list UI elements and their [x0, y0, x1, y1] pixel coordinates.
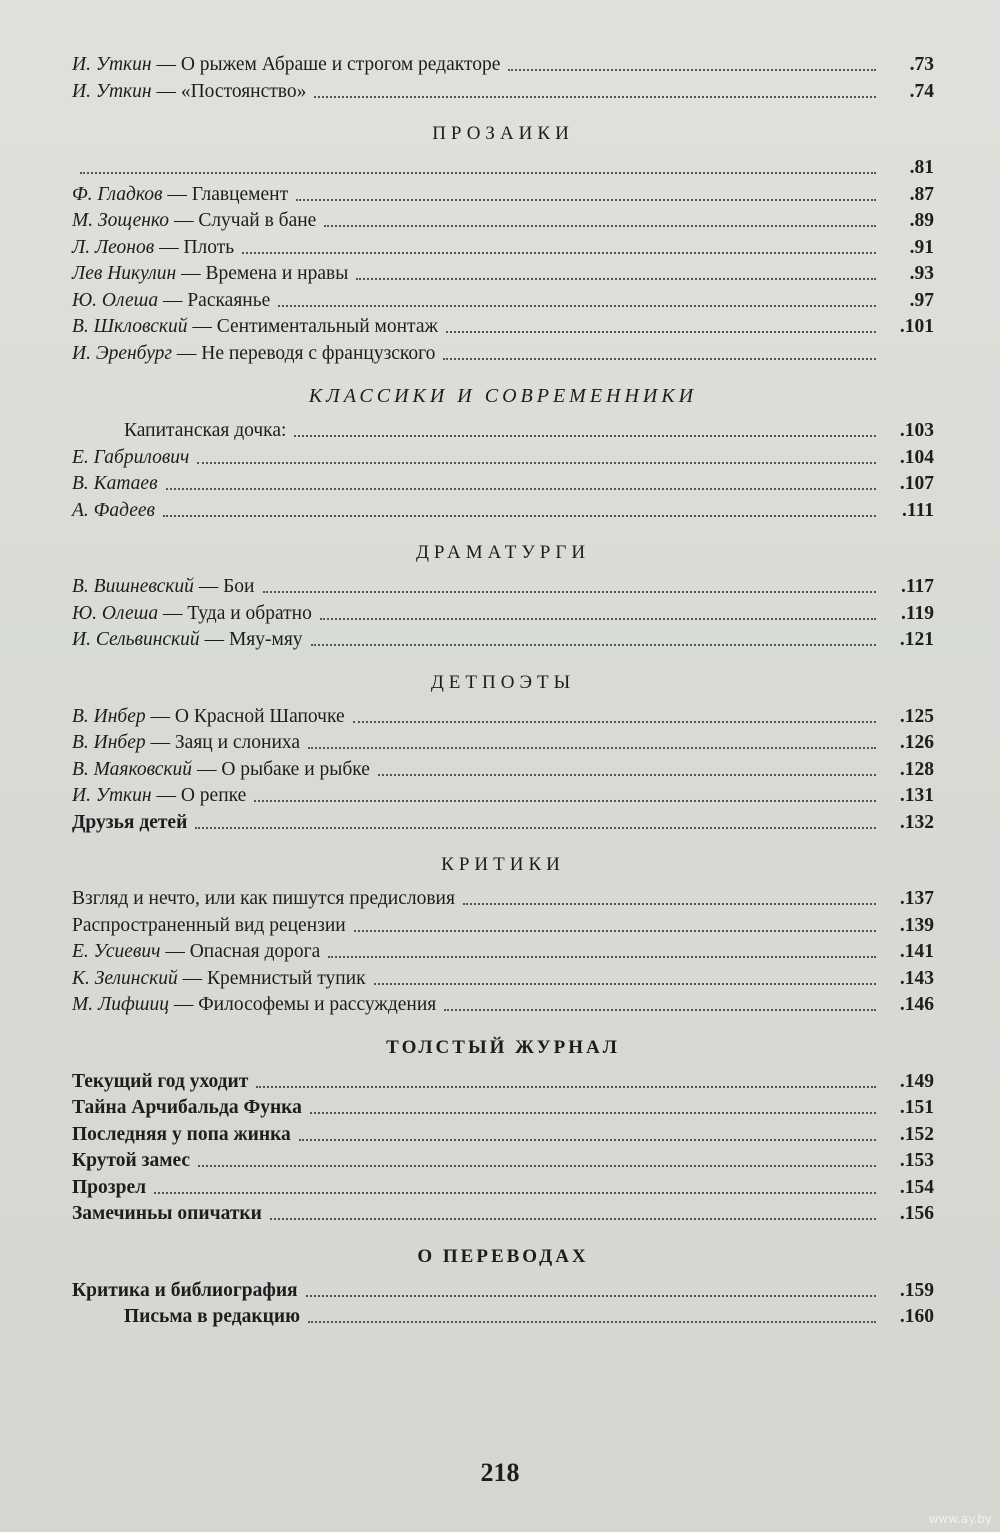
entry-dash: — [176, 263, 206, 284]
entry-page-number: .153 [899, 1150, 934, 1171]
entry-page-number: .125 [899, 705, 934, 727]
entry-dash: — [158, 602, 188, 624]
entry-label [72, 445, 189, 472]
dot-leader [80, 162, 876, 174]
entry-title: Крутой замес [72, 1150, 191, 1171]
entry-dash: — [192, 758, 222, 780]
entry-author: И. Уткин [72, 54, 152, 75]
entry-page-number: .73 [909, 54, 934, 75]
entry-label [72, 1175, 146, 1202]
dot-leader [356, 268, 876, 280]
entry-dash: — [169, 994, 199, 1015]
entry-label [124, 1304, 300, 1331]
entry-label [72, 1278, 298, 1305]
dot-leader [314, 86, 876, 98]
entry-page-number: .117 [900, 576, 934, 597]
entry-title: Текущий год уходит [72, 1070, 249, 1092]
entry-dash: — [145, 705, 175, 727]
entry-title: О рыбаке и рыбке [221, 758, 370, 780]
entry-page-number: .107 [899, 473, 934, 494]
toc-entry [72, 704, 934, 731]
entry-page-number: .160 [899, 1306, 934, 1327]
dot-leader [308, 737, 876, 749]
section-heading: ПРОЗАИКИ [432, 123, 574, 144]
dot-leader [463, 893, 876, 905]
entry-title: Бои [223, 576, 255, 597]
entry-title: Взгляд и нечто, или как пишутся предисловия [72, 888, 455, 909]
entry-page-number: .159 [899, 1279, 934, 1301]
toc-entry [72, 1095, 934, 1122]
entry-title: Философемы и рассуждения [198, 994, 437, 1015]
entry-title: Не переводя с французского [201, 342, 436, 364]
entry-label [72, 1148, 190, 1175]
entry-dash: — [154, 236, 184, 258]
dot-leader [374, 973, 876, 985]
section-heading: ДРАМАТУРГИ [415, 542, 591, 563]
section-heading: КЛАССИКИ И СОВРЕМЕННИКИ [308, 385, 698, 407]
toc-entry [72, 235, 934, 262]
entry-dash: — [145, 732, 175, 753]
toc-entry [72, 52, 934, 79]
entry-title: Заяц и слониха [174, 732, 301, 753]
entry-title: Капитанская дочка: [124, 420, 287, 441]
entry-author: И. Эренбург [72, 342, 172, 364]
dot-leader [163, 505, 876, 517]
entry-label [72, 627, 303, 654]
toc-entry [72, 810, 934, 837]
watermark: www.ay.by [928, 1512, 992, 1526]
entry-label [72, 288, 270, 315]
entry-label [72, 757, 370, 784]
entry-label [72, 1122, 291, 1149]
entry-page-number: .119 [900, 602, 934, 624]
dot-leader [166, 478, 876, 490]
entry-page-number: .151 [899, 1097, 934, 1118]
toc-entry [72, 783, 934, 810]
entry-label [72, 498, 155, 525]
dot-leader [296, 189, 876, 201]
entry-label [72, 471, 158, 498]
entry-dash: — [158, 289, 188, 311]
entry-page-number: .111 [902, 499, 934, 521]
toc-entry [72, 182, 934, 209]
dot-leader [197, 452, 876, 464]
dot-leader [299, 1129, 876, 1141]
entry-label [72, 79, 306, 106]
entry-page-number: .81 [909, 157, 934, 178]
entry-dash: — [151, 54, 181, 75]
entry-title: Опасная дорога [189, 941, 321, 962]
entry-author: К. Зелинский [72, 967, 178, 989]
entry-page-number: .74 [909, 80, 934, 102]
toc-entry [72, 730, 934, 757]
toc-entry [72, 288, 934, 315]
toc-entry [72, 208, 934, 235]
entry-page-number: .97 [909, 289, 934, 311]
entry-page-number: .128 [899, 758, 934, 780]
entry-title: Друзья детей [72, 811, 188, 833]
entry-page-number: .103 [899, 420, 934, 441]
entry-page-number: .141 [899, 941, 934, 962]
entry-title: Замечиньы опичатки [72, 1203, 262, 1224]
dot-leader [154, 1182, 876, 1194]
entry-title: Кремнистый тупик [206, 967, 366, 989]
dot-leader [270, 1208, 876, 1220]
entry-dash: — [160, 941, 190, 962]
entry-dash: — [177, 967, 207, 989]
entry-label [72, 783, 246, 810]
entry-label [72, 52, 500, 79]
entry-label [124, 418, 286, 445]
entry-page-number: .93 [909, 263, 934, 284]
entry-title: Последняя у попа жинка [72, 1123, 291, 1145]
entry-title: «Постоянство» [180, 80, 307, 102]
toc-entry [72, 1278, 934, 1305]
toc-entry [72, 601, 934, 628]
entry-label [72, 208, 316, 235]
entry-dash: — [162, 183, 192, 205]
entry-title: Туда и обратно [187, 602, 312, 624]
dot-leader [242, 242, 876, 254]
entry-label [72, 913, 346, 940]
entry-title: Прозрел [72, 1176, 147, 1198]
page-number: 218 [480, 1458, 520, 1487]
entry-label [72, 992, 436, 1019]
entry-author: В. Вишневский [72, 576, 194, 597]
entry-title: Раскаянье [187, 289, 271, 311]
dot-leader [278, 295, 876, 307]
entry-page-number: .104 [899, 446, 934, 468]
entry-author: В. Маяковский [72, 758, 193, 780]
table-of-contents [72, 52, 934, 1331]
dot-leader [324, 215, 876, 227]
toc-entry [72, 79, 934, 106]
entry-author: Ю. Олеша [72, 602, 159, 624]
entry-title: Сентиментальный монтаж [216, 316, 438, 337]
entry-dash: — [172, 342, 202, 364]
entry-label [72, 341, 435, 368]
toc-entry [72, 445, 934, 472]
entry-label [72, 235, 234, 262]
entry-label [72, 574, 255, 601]
entry-page-number: .137 [899, 888, 934, 909]
entry-title: Главцемент [191, 183, 289, 205]
entry-title: Критика и библиография [72, 1279, 298, 1301]
dot-leader [446, 321, 876, 333]
entry-label [72, 1069, 248, 1096]
entry-page-number: .156 [899, 1203, 934, 1224]
entry-page-number: .143 [899, 967, 934, 989]
entry-title: О репке [180, 785, 247, 806]
entry-title: Времена и нравы [205, 263, 349, 284]
dot-leader [198, 1155, 876, 1167]
toc-entry [72, 913, 934, 940]
entry-author: Ф. Гладков [72, 183, 163, 205]
dot-leader [195, 817, 876, 829]
entry-title: Тайна Арчибальда Функа [72, 1097, 302, 1118]
entry-page-number: .132 [899, 811, 934, 833]
toc-entry [72, 1122, 934, 1149]
entry-label [72, 1201, 262, 1228]
entry-author: И. Уткин [72, 785, 152, 806]
entry-page-number: .152 [899, 1123, 934, 1145]
dot-leader [320, 608, 876, 620]
entry-author: Л. Леонов [72, 236, 155, 258]
entry-author: В. Шкловский [72, 316, 188, 337]
entry-dash: — [151, 80, 181, 102]
entry-title: Письма в редакцию [124, 1306, 301, 1327]
entry-author: В. Инбер [72, 705, 146, 727]
entry-label [72, 182, 288, 209]
toc-entry [72, 1148, 934, 1175]
toc-entry [72, 574, 934, 601]
entry-author: Ю. Олеша [72, 289, 159, 311]
section-heading: ДЕТПОЭТЫ [430, 671, 576, 693]
toc-entry [72, 314, 934, 341]
entry-page-number: .126 [899, 732, 934, 753]
entry-label [72, 261, 348, 288]
entry-page-number: .121 [899, 629, 934, 650]
entry-page-number: .89 [909, 210, 934, 231]
dot-leader [328, 946, 876, 958]
toc-entry [72, 418, 934, 445]
toc-entry [72, 498, 934, 525]
entry-label [72, 704, 345, 731]
entry-page-number: .131 [899, 785, 934, 806]
entry-author: В. Катаев [72, 473, 158, 494]
dot-leader [308, 1311, 876, 1323]
dot-leader [254, 790, 876, 802]
toc-entry [72, 1201, 934, 1228]
toc-entry [72, 1304, 934, 1331]
dot-leader [306, 1285, 876, 1297]
entry-author: Е. Габрилович [72, 446, 190, 468]
entry-page-number: .91 [909, 236, 934, 258]
dot-leader [443, 348, 876, 360]
toc-entry [72, 155, 934, 182]
dot-leader [508, 59, 876, 71]
entry-author: Лев Никулин [72, 263, 177, 284]
entry-dash: — [151, 785, 181, 806]
section-heading: О ПЕРЕВОДАХ [417, 1245, 589, 1267]
toc-entry [72, 471, 934, 498]
entry-author: Е. Усиевич [72, 941, 161, 962]
entry-author: И. Сельвинский [72, 629, 200, 650]
entry-label [72, 314, 438, 341]
entry-label [72, 966, 366, 993]
entry-title: Распространенный вид рецензии [72, 914, 346, 936]
toc-entry [72, 939, 934, 966]
section-heading: ТОЛСТЫЙ ЖУРНАЛ [386, 1036, 620, 1058]
entry-label [72, 886, 455, 913]
toc-entry [72, 757, 934, 784]
entry-page-number: .146 [899, 994, 934, 1015]
section-heading: КРИТИКИ [441, 854, 565, 875]
toc-entry [72, 261, 934, 288]
toc-entry [72, 627, 934, 654]
toc-entry [72, 886, 934, 913]
entry-dash: — [193, 576, 224, 597]
entry-page-number: .149 [899, 1070, 934, 1092]
entry-label [72, 601, 312, 628]
entry-page-number: .139 [899, 914, 934, 936]
entry-author: А. Фадеев [72, 499, 155, 521]
entry-dash: — [169, 210, 199, 231]
entry-page-number: .101 [899, 316, 934, 337]
entry-page-number: .154 [899, 1176, 934, 1198]
entry-title: Плоть [183, 236, 235, 258]
dot-leader [353, 711, 876, 723]
entry-label [72, 1095, 302, 1122]
entry-title: Мяу-мяу [228, 629, 303, 650]
entry-author: И. Уткин [72, 80, 152, 102]
dot-leader [263, 581, 877, 593]
dot-leader [256, 1076, 876, 1088]
dot-leader [444, 999, 876, 1011]
dot-leader [354, 920, 876, 932]
entry-dash: — [199, 629, 229, 650]
entry-title: О Красной Шапочке [174, 705, 345, 727]
entry-label [72, 939, 320, 966]
toc-entry [72, 966, 934, 993]
entry-title: О рыжем Абраше и строгом редакторе [180, 54, 501, 75]
dot-leader [378, 764, 876, 776]
entry-title: Случай в бане [198, 210, 317, 231]
entry-label [72, 810, 187, 837]
dot-leader [311, 634, 876, 646]
dot-leader [310, 1102, 876, 1114]
dot-leader [294, 425, 876, 437]
entry-dash: — [187, 316, 217, 337]
toc-entry [72, 341, 934, 368]
entry-author: В. Инбер [72, 732, 146, 753]
entry-page-number: .87 [909, 183, 934, 205]
entry-label [72, 730, 300, 757]
toc-entry [72, 992, 934, 1019]
entry-author: М. Лифшиц [72, 994, 170, 1015]
toc-entry [72, 1069, 934, 1096]
entry-author: М. Зощенко [72, 210, 170, 231]
toc-entry [72, 1175, 934, 1202]
